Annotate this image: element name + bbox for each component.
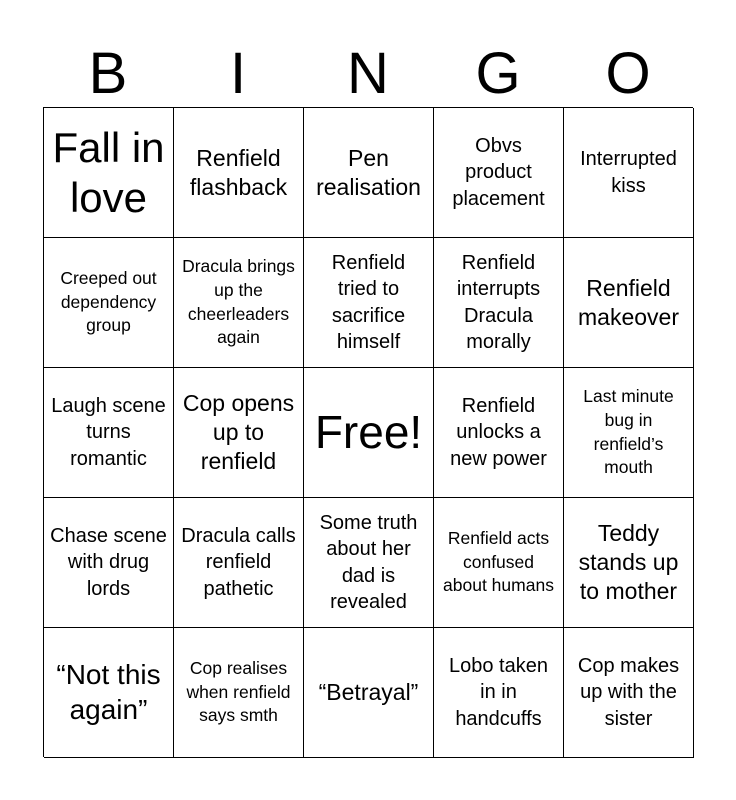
cell-label: Renfield acts confused about humans [443, 527, 554, 596]
bingo-cell-r3-c4[interactable] [564, 498, 694, 628]
bingo-cell-r3-c0[interactable] [44, 498, 174, 628]
header-letter-o: O [605, 41, 651, 106]
cell-label: Cop realises when renfield says smth [186, 657, 291, 726]
bingo-cell-r1-c2[interactable] [304, 238, 434, 368]
header-letter-n: N [347, 41, 389, 106]
cell-label: Chase scene with drug lords [50, 524, 167, 600]
cell-label: Cop opens up to renfield [182, 390, 295, 474]
cell-label: Renfield makeover [578, 274, 679, 330]
cell-label: Laugh scene turns romantic [51, 394, 166, 470]
bingo-cell-r2-c0[interactable] [44, 368, 174, 498]
cell-label: Creeped out dependency group [60, 267, 157, 336]
bingo-cell-r2-c1[interactable] [174, 368, 304, 498]
bingo-cell-r3-c2[interactable] [304, 498, 434, 628]
free-space-label: Free! [314, 406, 423, 459]
bingo-cell-r0-c2[interactable] [304, 108, 434, 238]
bingo-cell-free[interactable] [304, 368, 434, 498]
bingo-cell-r1-c4[interactable] [564, 238, 694, 368]
cell-label: Dracula calls renfield pathetic [181, 524, 296, 600]
cell-label: Pen realisation [316, 144, 421, 200]
cell-label: Interrupted kiss [580, 148, 677, 197]
cell-label: Some truth about her dad is revealed [319, 511, 418, 613]
bingo-cell-r3-c3[interactable] [434, 498, 564, 628]
cell-label: “Betrayal” [318, 679, 419, 706]
cell-label: Renfield interrupts Dracula morally [456, 251, 541, 353]
bingo-cell-r4-c2[interactable] [304, 628, 434, 758]
bingo-cell-r4-c4[interactable] [564, 628, 694, 758]
bingo-cell-r0-c0[interactable] [44, 108, 174, 238]
cell-label: Renfield tried to sacrifice himself [331, 251, 406, 353]
bingo-header [43, 40, 693, 108]
bingo-cell-r0-c4[interactable] [564, 108, 694, 238]
header-letter-b: B [88, 41, 128, 106]
bingo-cell-r1-c0[interactable] [44, 238, 174, 368]
cell-label: Renfield flashback [189, 144, 288, 200]
cell-label: Obvs product placement [452, 134, 545, 210]
bingo-cell-r0-c3[interactable] [434, 108, 564, 238]
header-letter-i: I [229, 41, 247, 106]
header-letter-g: G [475, 41, 521, 106]
cell-label: “Not this again” [56, 659, 161, 725]
cell-label: Cop makes up with the sister [577, 654, 680, 730]
cell-label: Fall in love [52, 123, 165, 221]
bingo-cell-r4-c3[interactable] [434, 628, 564, 758]
bingo-cell-r1-c3[interactable] [434, 238, 564, 368]
cell-label: Dracula brings up the cheerleaders again [182, 255, 295, 348]
cell-label: Lobo taken in in handcuffs [449, 654, 548, 730]
bingo-cell-r4-c1[interactable] [174, 628, 304, 758]
cell-label: Renfield unlocks a new power [450, 394, 547, 470]
cell-label: Last minute bug in renfield’s mouth [583, 385, 674, 478]
cell-label: Teddy stands up to mother [578, 520, 679, 604]
bingo-cell-r4-c0[interactable] [44, 628, 174, 758]
bingo-cell-r2-c4[interactable] [564, 368, 694, 498]
bingo-cell-r2-c3[interactable] [434, 368, 564, 498]
bingo-cell-r0-c1[interactable] [174, 108, 304, 238]
bingo-cell-r1-c1[interactable] [174, 238, 304, 368]
bingo-cell-r3-c1[interactable] [174, 498, 304, 628]
bingo-board [43, 107, 693, 757]
